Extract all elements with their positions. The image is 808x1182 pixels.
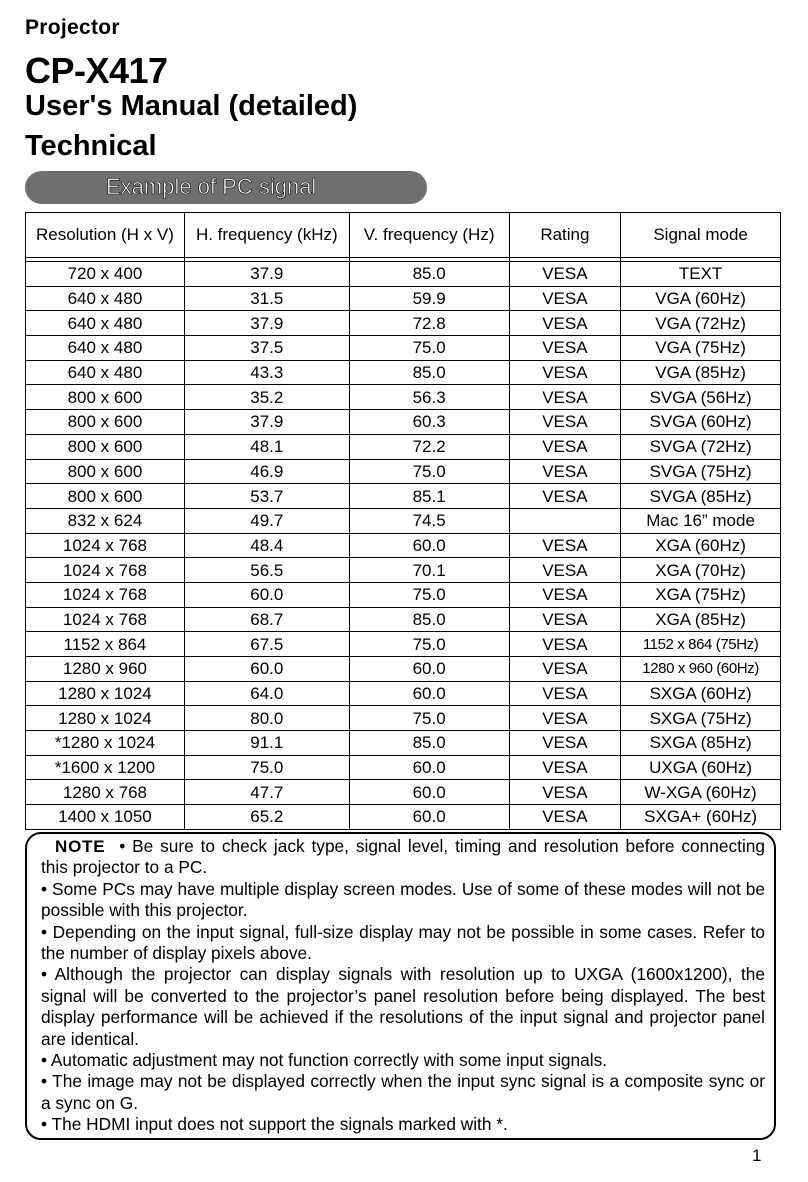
table-cell: VESA	[509, 459, 621, 484]
table-cell: VGA (75Hz)	[621, 336, 781, 361]
table-cell: 640 x 480	[26, 336, 185, 361]
table-cell: 75.0	[349, 336, 509, 361]
table-cell: 31.5	[184, 286, 349, 311]
table-cell: 832 x 624	[26, 508, 185, 533]
pc-signal-table	[25, 212, 781, 830]
table-cell: 35.2	[184, 385, 349, 410]
table-cell: 1024 x 768	[26, 607, 185, 632]
table-cell: 75.0	[349, 706, 509, 731]
model-name: CP-X417	[25, 50, 168, 91]
table-cell: VGA (60Hz)	[621, 286, 781, 311]
column-header: V. frequency (Hz)	[349, 213, 509, 258]
table-cell: XGA (70Hz)	[621, 558, 781, 583]
product-category: Projector	[25, 16, 120, 39]
table-cell: 85.0	[349, 607, 509, 632]
table-cell: 49.7	[184, 508, 349, 533]
table-row	[26, 780, 781, 805]
table-row	[26, 385, 781, 410]
table-cell: VESA	[509, 286, 621, 311]
table-cell: 37.9	[184, 262, 349, 287]
table-row	[26, 731, 781, 756]
table-cell: 75.0	[349, 632, 509, 657]
table-cell: VESA	[509, 657, 621, 682]
table-cell: 1280 x 1024	[26, 681, 185, 706]
table-cell: 37.9	[184, 311, 349, 336]
table-cell: SVGA (72Hz)	[621, 434, 781, 459]
table-cell: 1280 x 960 (60Hz)	[621, 657, 781, 682]
table-row	[26, 805, 781, 830]
table-cell: VESA	[509, 706, 621, 731]
note-content	[41, 836, 765, 1136]
table-cell: 800 x 600	[26, 459, 185, 484]
manual-title: User's Manual (detailed)	[25, 90, 358, 122]
table-cell: 56.5	[184, 558, 349, 583]
table-row	[26, 706, 781, 731]
note-label: NOTE	[55, 837, 106, 856]
table-row	[26, 459, 781, 484]
table-cell: VESA	[509, 780, 621, 805]
table-cell: 640 x 480	[26, 311, 185, 336]
table-cell: 640 x 480	[26, 360, 185, 385]
table-row	[26, 410, 781, 435]
table-cell: VESA	[509, 385, 621, 410]
table-cell: Mac 16” mode	[621, 508, 781, 533]
table-cell: 56.3	[349, 385, 509, 410]
table-cell: 800 x 600	[26, 484, 185, 509]
table-cell: VESA	[509, 336, 621, 361]
table-cell: 85.0	[349, 731, 509, 756]
table-cell: 75.0	[349, 582, 509, 607]
note-item: • Depending on the input signal, full-size display may not be possible in some cases. Refer to the number of display pixels above.	[41, 921, 765, 964]
table-cell: SVGA (60Hz)	[621, 410, 781, 435]
table-cell: 60.0	[349, 533, 509, 558]
table-cell: SVGA (56Hz)	[621, 385, 781, 410]
table-cell: VGA (72Hz)	[621, 311, 781, 336]
table-row	[26, 558, 781, 583]
table-cell: VESA	[509, 755, 621, 780]
table-cell: 43.3	[184, 360, 349, 385]
table-cell: 75.0	[349, 459, 509, 484]
table-cell: 65.2	[184, 805, 349, 830]
table-cell: VESA	[509, 311, 621, 336]
table-cell: 91.1	[184, 731, 349, 756]
table-cell: 67.5	[184, 632, 349, 657]
table-cell: VESA	[509, 607, 621, 632]
table-cell: VESA	[509, 410, 621, 435]
table-cell: 1280 x 768	[26, 780, 185, 805]
table-cell: 85.0	[349, 360, 509, 385]
column-header: Rating	[509, 213, 621, 258]
table-cell: 59.9	[349, 286, 509, 311]
table-cell: UXGA (60Hz)	[621, 755, 781, 780]
table-cell: SXGA+ (60Hz)	[621, 805, 781, 830]
table-cell: VESA	[509, 558, 621, 583]
table-cell: VESA	[509, 360, 621, 385]
table-cell: 72.2	[349, 434, 509, 459]
table-cell: SXGA (60Hz)	[621, 681, 781, 706]
note-item: • The HDMI input does not support the signals marked with *.	[41, 1114, 508, 1135]
note-item: • Automatic adjustment may not function correctly with some input signals.	[41, 1050, 608, 1071]
table-cell: 1024 x 768	[26, 582, 185, 607]
table-cell: 1400 x 1050	[26, 805, 185, 830]
table-cell: W-XGA (60Hz)	[621, 780, 781, 805]
table-cell: 60.0	[184, 582, 349, 607]
table-cell: 1280 x 960	[26, 657, 185, 682]
table-cell: VESA	[509, 484, 621, 509]
table-cell: VESA	[509, 533, 621, 558]
table-cell: SXGA (85Hz)	[621, 731, 781, 756]
table-row	[26, 657, 781, 682]
note-item: • Be sure to check jack type, signal level, timing and resolution before connecting this projector to a PC.	[41, 836, 765, 878]
table-cell: 37.9	[184, 410, 349, 435]
table-row	[26, 286, 781, 311]
note-item: • The image may not be displayed correctly when the input sync signal is a composite sync or a sync on G.	[41, 1071, 765, 1113]
table-cell: 37.5	[184, 336, 349, 361]
table-cell: 60.0	[349, 755, 509, 780]
table-row	[26, 582, 781, 607]
table-header-row	[26, 213, 781, 258]
table-cell: 53.7	[184, 484, 349, 509]
table-row	[26, 484, 781, 509]
column-header: H. frequency (kHz)	[184, 213, 349, 258]
table-body	[26, 258, 781, 830]
column-header: Resolution (H x V)	[26, 213, 185, 258]
table-cell: VESA	[509, 805, 621, 830]
table-cell: 1024 x 768	[26, 533, 185, 558]
table-row	[26, 508, 781, 533]
table-cell: 60.0	[184, 657, 349, 682]
table-cell	[509, 508, 621, 533]
table-cell: 800 x 600	[26, 410, 185, 435]
table-row	[26, 434, 781, 459]
table-cell: VESA	[509, 731, 621, 756]
subsection-title: Example of PC signal	[106, 174, 317, 199]
table-cell: SVGA (85Hz)	[621, 484, 781, 509]
table-cell: XGA (85Hz)	[621, 607, 781, 632]
table-cell: VGA (85Hz)	[621, 360, 781, 385]
table-cell: 85.1	[349, 484, 509, 509]
table-cell: VESA	[509, 632, 621, 657]
note-item: • Some PCs may have multiple display screen modes. Use of some of these modes will not be possible with this projector.	[41, 878, 765, 921]
table-cell: VESA	[509, 582, 621, 607]
column-header: Signal mode	[621, 213, 781, 258]
table-cell: 60.0	[349, 657, 509, 682]
table-cell: 74.5	[349, 508, 509, 533]
table-cell: XGA (75Hz)	[621, 582, 781, 607]
table-cell: VESA	[509, 434, 621, 459]
table-cell: 60.0	[349, 805, 509, 830]
table-row	[26, 262, 781, 287]
table-cell: 1152 x 864 (75Hz)	[621, 632, 781, 657]
table-cell: 1280 x 1024	[26, 706, 185, 731]
table-row	[26, 533, 781, 558]
table-row	[26, 681, 781, 706]
table-cell: XGA (60Hz)	[621, 533, 781, 558]
table-cell: 60.3	[349, 410, 509, 435]
table-cell: 640 x 480	[26, 286, 185, 311]
table-row	[26, 360, 781, 385]
table-cell: 72.8	[349, 311, 509, 336]
page-number: 1	[752, 1146, 762, 1165]
table-cell: 64.0	[184, 681, 349, 706]
table-row	[26, 336, 781, 361]
table-cell: 80.0	[184, 706, 349, 731]
table-cell: 70.1	[349, 558, 509, 583]
table-cell: 48.4	[184, 533, 349, 558]
table-row	[26, 632, 781, 657]
subsection-banner	[25, 171, 427, 204]
table-cell: 800 x 600	[26, 385, 185, 410]
table-cell: 1152 x 864	[26, 632, 185, 657]
table-row	[26, 755, 781, 780]
table-cell: 47.7	[184, 780, 349, 805]
table-cell: 1024 x 768	[26, 558, 185, 583]
table-row	[26, 311, 781, 336]
table-cell: 75.0	[184, 755, 349, 780]
table-row	[26, 607, 781, 632]
table-cell: SVGA (75Hz)	[621, 459, 781, 484]
table-cell: 60.0	[349, 681, 509, 706]
table-cell: 800 x 600	[26, 434, 185, 459]
table-cell: *1280 x 1024	[26, 731, 185, 756]
table-cell: 85.0	[349, 262, 509, 287]
table-cell: TEXT	[621, 262, 781, 287]
table-cell: 68.7	[184, 607, 349, 632]
table-cell: VESA	[509, 262, 621, 287]
table-cell: SXGA (75Hz)	[621, 706, 781, 731]
table-cell: 46.9	[184, 459, 349, 484]
note-item: • Although the projector can display signals with resolution up to UXGA (1600x1200), the signal will be converted to the projector’s panel resolution before being displayed. The best display performance will be achieved if the resolutions of the input signal and projector panel are identical.	[41, 964, 765, 1049]
note-first-line	[41, 836, 765, 879]
table-cell: *1600 x 1200	[26, 755, 185, 780]
table-cell: 720 x 400	[26, 262, 185, 287]
table-cell: 60.0	[349, 780, 509, 805]
table-cell: VESA	[509, 681, 621, 706]
table-cell: 48.1	[184, 434, 349, 459]
section-title: Technical	[25, 130, 157, 162]
